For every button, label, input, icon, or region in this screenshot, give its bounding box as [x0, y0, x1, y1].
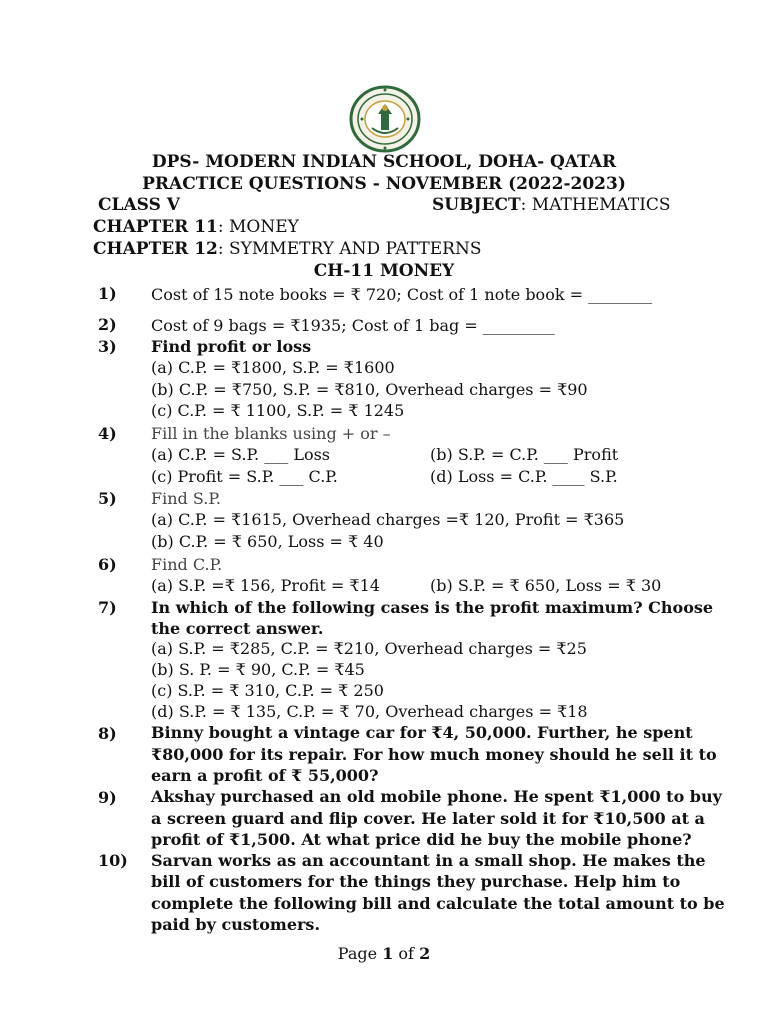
section-title: CH-11 MONEY — [313, 261, 455, 281]
question-number: 3) — [98, 337, 117, 356]
question-number: 9) — [98, 788, 117, 807]
of-word: of — [393, 944, 420, 963]
class-label: CLASS V — [98, 195, 180, 215]
question-text: earn a profit of ₹ 55,000? — [151, 766, 379, 785]
question-option: (b) S. P. = ₹ 90, C.P. = ₹45 — [151, 660, 365, 679]
chapter-11-key: CHAPTER 11 — [93, 217, 218, 237]
subject-key: SUBJECT — [432, 195, 521, 215]
page-footer — [0, 944, 768, 964]
question-number: 6) — [98, 555, 117, 574]
question-text: profit of ₹1,500. At what price did he buy the mobile phone? — [151, 830, 692, 849]
chapter-12-line — [93, 239, 482, 259]
question-text: paid by customers. — [151, 915, 321, 934]
question-text: bill of customers for the things they purchase. Help him to — [151, 872, 681, 891]
question-option: (b) S.P. = C.P. ___ Profit — [430, 445, 619, 464]
question-number: 5) — [98, 489, 117, 508]
question-option: (a) S.P. = ₹285, C.P. = ₹210, Overhead charges = ₹25 — [151, 639, 587, 658]
chapter-12-key: CHAPTER 12 — [93, 239, 218, 259]
question-option: (c) C.P. = ₹ 1100, S.P. = ₹ 1245 — [151, 401, 405, 420]
school-logo-icon — [348, 84, 422, 154]
question-text: Cost of 9 bags = ₹1935; Cost of 1 bag = _________ — [151, 316, 555, 335]
chapter-11-value: : MONEY — [217, 217, 299, 237]
question-text: In which of the following cases is the profit maximum? Choose — [151, 598, 714, 617]
question-option: (d) Loss = C.P. ____ S.P. — [430, 467, 618, 486]
question-text: Find C.P. — [151, 555, 223, 574]
school-name: DPS- MODERN INDIAN SCHOOL, DOHA- QATAR — [151, 152, 617, 172]
question-text: Cost of 15 note books = ₹ 720; Cost of 1 note book = ________ — [151, 285, 653, 304]
subject-value: : MATHEMATICS — [520, 195, 671, 215]
question-number: 1) — [98, 284, 117, 303]
page-word: Page — [337, 944, 383, 963]
question-option: (a) C.P. = ₹1800, S.P. = ₹1600 — [151, 358, 395, 377]
question-option: (b) S.P. = ₹ 650, Loss = ₹ 30 — [430, 576, 662, 595]
question-option: (c) Profit = S.P. ___ C.P. — [151, 467, 338, 486]
question-text: the correct answer. — [151, 619, 324, 638]
question-text: a screen guard and flip cover. He later sold it for ₹10,500 at a — [151, 809, 705, 828]
question-text: complete the following bill and calculate the total amount to be — [151, 894, 725, 913]
question-text: Sarvan works as an accountant in a small shop. He makes the — [151, 851, 706, 870]
question-number: 2) — [98, 315, 117, 334]
question-number: 4) — [98, 424, 117, 443]
chapter-12-value: : SYMMETRY AND PATTERNS — [217, 239, 482, 259]
page-number: 1 — [382, 944, 394, 963]
question-text: ₹80,000 for its repair. For how much money should he sell it to — [151, 745, 717, 764]
question-option: (b) C.P. = ₹750, S.P. = ₹810, Overhead charges = ₹90 — [151, 380, 588, 399]
question-number: 7) — [98, 598, 117, 617]
question-number: 8) — [98, 724, 117, 743]
question-option: (a) S.P. =₹ 156, Profit = ₹14 — [151, 576, 380, 595]
question-text: Find S.P. — [151, 489, 221, 508]
question-text: Binny bought a vintage car for ₹4, 50,000. Further, he spent — [151, 723, 693, 742]
subject-line — [432, 195, 671, 215]
question-text: Akshay purchased an old mobile phone. He spent ₹1,000 to buy — [151, 787, 722, 806]
question-option: (a) C.P. = ₹1615, Overhead charges =₹ 120, Profit = ₹365 — [151, 510, 625, 529]
question-text: Find profit or loss — [151, 337, 312, 356]
question-option: (c) S.P. = ₹ 310, C.P. = ₹ 250 — [151, 681, 384, 700]
question-option: (a) C.P. = S.P. ___ Loss — [151, 445, 330, 464]
question-text: Fill in the blanks using + or – — [151, 424, 391, 443]
question-option: (d) S.P. = ₹ 135, C.P. = ₹ 70, Overhead charges = ₹18 — [151, 702, 588, 721]
question-number: 10) — [98, 851, 128, 870]
page-total: 2 — [419, 944, 431, 963]
question-option: (b) C.P. = ₹ 650, Loss = ₹ 40 — [151, 532, 384, 551]
chapter-11-line — [93, 217, 299, 237]
document-title: PRACTICE QUESTIONS - NOVEMBER (2022-2023) — [142, 174, 626, 194]
